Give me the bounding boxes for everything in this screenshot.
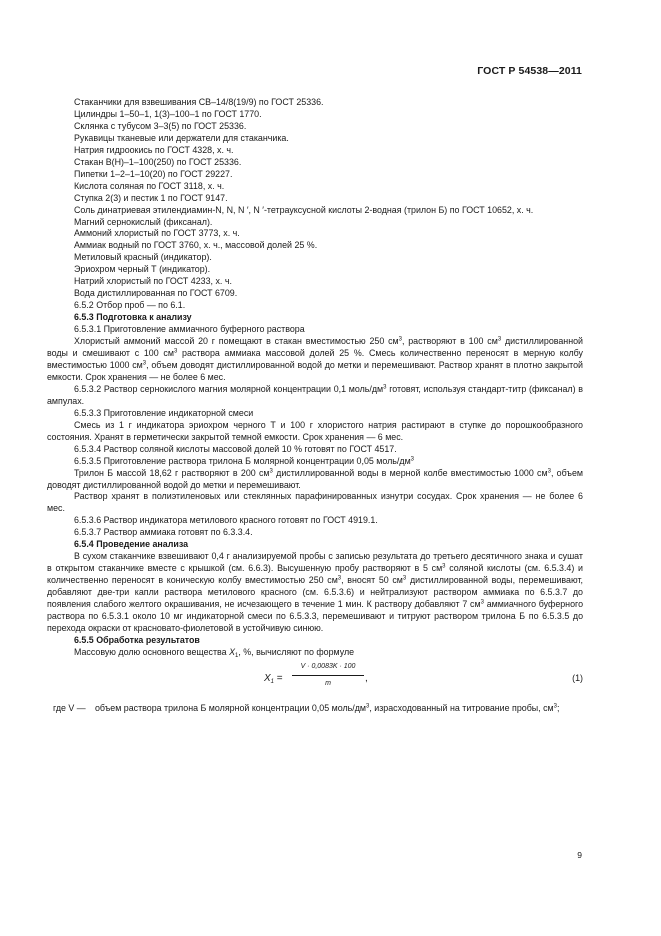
- list-item: Натрия гидроокись по ГОСТ 4328, х. ч.: [74, 144, 234, 155]
- section-6-5-2: 6.5.2 Отбор проб — по 6.1.: [74, 300, 186, 311]
- document-code-header: ГОСТ Р 54538—2011: [477, 65, 582, 77]
- list-item: Стакан В(Н)–1–100(250) по ГОСТ 25336.: [74, 156, 242, 167]
- formula-1: [47, 661, 583, 699]
- list-item: Пипетки 1–2–1–10(20) по ГОСТ 29227.: [74, 168, 233, 179]
- section-6-5-3-3-body: Смесь из 1 г индикатора эриохром черного Т и 100 г хлористого натрия растирают в ступке до порошкообразного состояния. Хранят в герметически закрытой темной емкости. Срок хранения — 6 мес.: [47, 419, 583, 442]
- section-6-5-3-3-heading: 6.5.3.3 Приготовление индикаторной смеси: [74, 407, 254, 418]
- section-6-5-5-intro: Массовую долю основного вещества $X_1$, %, вычисляют по формуле: [74, 646, 355, 659]
- list-item: Магний сернокислый (фиксанал).: [74, 216, 213, 227]
- section-6-5-3-1-body: Хлористый аммоний массой 20 г помещают в стакан вместимостью 250 $см^3$, растворяют в 100 $см^3$ дистиллированной воды и смешивают с 100 $см^3$ раствора аммиака массовой долей 25 %. Смесь количественно переносят в мерную колбу вместимостью 1000 $см^3$, объем доводят дистиллированной водой до метки и перемешивают. Раствор хранят в плотно закрытой емкости. Срок хранения — не более 6 мес.: [47, 336, 584, 382]
- formula-explanation: где V — объем раствора трилона Б молярной концентрации 0,05 моль/$дм^3$, израсходованный на титрование пробы, $см^3$;: [53, 702, 560, 713]
- section-6-5-3-5-storage: Раствор хранят в полиэтиленовых или стеклянных парафинированных изнутри сосудах. Срок хранения — не более 6 мес.: [47, 491, 583, 514]
- section-6-5-3-5-heading: 6.5.3.5 Приготовление раствора трилона Б молярной концентрации 0,05 моль/$дм^3$: [74, 455, 415, 466]
- list-item: Кислота соляная по ГОСТ 3118, х. ч.: [74, 180, 225, 191]
- list-item: Склянка с тубусом 3–3(5) по ГОСТ 25336.: [74, 120, 247, 131]
- document-body: [47, 97, 583, 715]
- list-item-trilon: Соль динатриевая этилендиамин-N, N, N ′, N ′-тетрауксусной кислоты 2-водная (трилон Б) по ГОСТ 10652, х. ч.: [74, 204, 534, 215]
- section-6-5-3-7: 6.5.3.7 Раствор аммиака готовят по 6.3.3.4.: [74, 527, 253, 538]
- section-6-5-5-heading: 6.5.5 Обработка результатов: [74, 634, 200, 645]
- fraction-bar: [292, 675, 364, 676]
- list-item: Рукавицы тканевые или держатели для стаканчика.: [74, 132, 289, 143]
- list-item: Метиловый красный (индикатор).: [74, 252, 212, 263]
- list-item: Стаканчики для взвешивания СВ–14/8(19/9) по ГОСТ 25336.: [74, 97, 324, 107]
- section-6-5-3-2: 6.5.3.2 Раствор сернокислого магния молярной концентрации 0,1 моль/$дм^3$ готовят, используя стандарт-титр (фиксанал) в ампулах.: [47, 383, 583, 406]
- section-6-5-3-1-heading: 6.5.3.1 Приготовление аммиачного буферного раствора: [74, 324, 305, 335]
- section-6-5-3-5-body: Трилон Б массой 18,62 г растворяют в 200 $см^3$ дистиллированной воды в мерной колбе вместимостью 1000 $см^3$, объем доводят дистиллированной водой до метки и перемешивают.: [47, 467, 583, 490]
- formula-comma: ,: [365, 672, 368, 684]
- list-item: Натрий хлористый по ГОСТ 4233, х. ч.: [74, 276, 232, 287]
- formula-number: (1): [572, 672, 583, 683]
- list-item: Аммоний хлористый по ГОСТ 3773, х. ч.: [74, 228, 240, 239]
- section-6-5-4-body: В сухом стаканчике взвешивают 0,4 г анализируемой пробы с записью результата до третьего десятичного знака и сушат в открытом стаканчике вместе с крышкой (см. 6.6.3). Высушенную пробу растворяют в 5 $см^3$ соляной кислоты (см. 6.5.3.4) и количественно переносят в коническую колбу вместимостью 250 $см^3$, вносят 50 $см^3$ дистиллированной воды, перемешивают, добавляют две-три капли раствора метилового красного (см. 6.5.3.6) и нейтрализуют раствором аммиака по 6.5.3.7 до появления слабого желтого окрашивания, не исчезающего в течение 1 мин. К раствору добавляют 7 $см^3$ аммиачного буферного раствора по 6.5.3.1 около 10 мг индикаторной смеси по 6.5.3.3, перемешивают и титруют раствором трилона Б по 6.5.3.5 до перехода окраски от красновато-фиолетовой в устойчивую синюю.: [47, 551, 584, 633]
- section-6-5-3-4: 6.5.3.4 Раствор соляной кислоты массовой долей 10 % готовят по ГОСТ 4517.: [74, 443, 397, 454]
- section-6-5-3-heading: 6.5.3 Подготовка к анализу: [74, 312, 192, 323]
- equipment-list: [47, 97, 583, 300]
- formula-fraction: [292, 661, 364, 690]
- where-lead: где V —: [53, 702, 86, 713]
- list-item: Цилиндры 1–50–1, 1(3)–100–1 по ГОСТ 1770.: [74, 108, 262, 119]
- list-item: Аммиак водный по ГОСТ 3760, х. ч., массовой долей 25 %.: [74, 240, 318, 251]
- list-item: Ступка 2(3) и пестик 1 по ГОСТ 9147.: [74, 192, 228, 203]
- list-item: Вода дистиллированная по ГОСТ 6709.: [74, 288, 238, 299]
- formula-lhs: $X_1$ =: [264, 672, 283, 685]
- page-number: 9: [577, 850, 582, 860]
- formula-numerator: V · 0,0083K · 100: [300, 662, 356, 670]
- formula-denominator: m: [325, 679, 331, 687]
- section-6-5-4-heading: 6.5.4 Проведение анализа: [74, 539, 189, 550]
- section-6-5-3-6: 6.5.3.6 Раствор индикатора метилового красного готовят по ГОСТ 4919.1.: [74, 515, 378, 526]
- list-item: Эриохром черный Т (индикатор).: [74, 264, 211, 275]
